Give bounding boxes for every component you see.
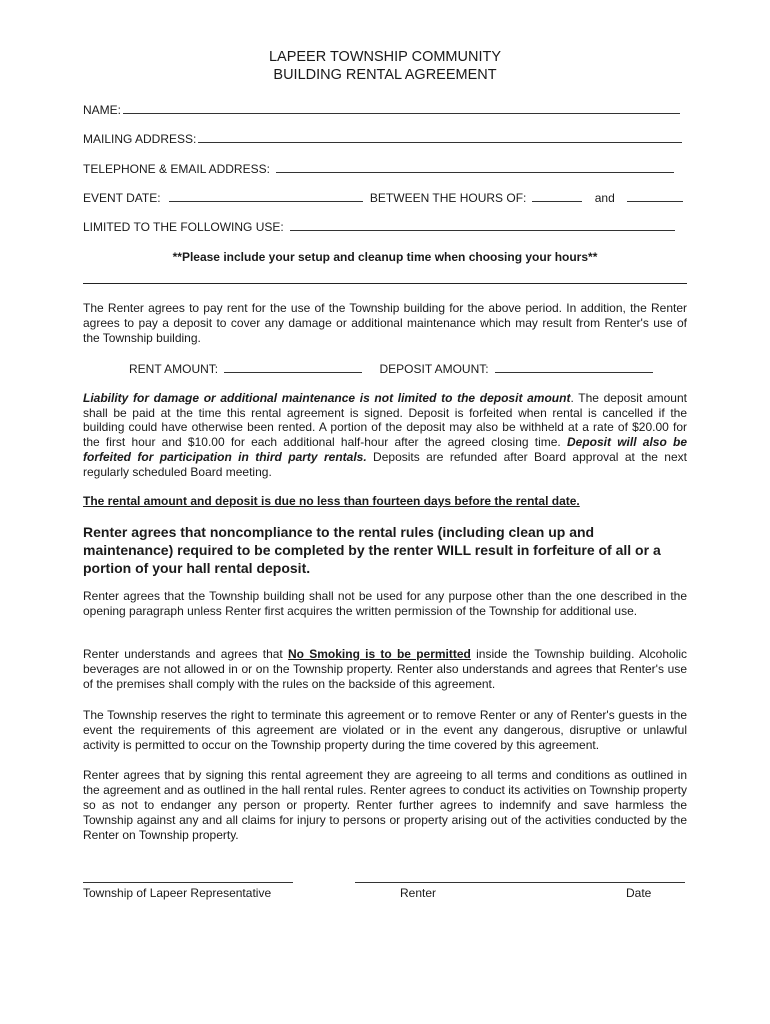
- name-blank[interactable]: [123, 102, 680, 114]
- liability-body: . The deposit amount shall be paid at the time this rental agreement is signed. Deposit is forfeited when rental is cancelled if the building could have otherwise been rented. A portion of the deposit may also be withheld at a rate of $20.00 for the first hour and $10.00 for each additional half-hour after the agreed closing time.: [83, 391, 687, 450]
- liability-lead: Liability for damage or additional maintenance is not limited to the deposit amount: [83, 391, 571, 405]
- rent-deposit-paragraph: The Renter agrees to pay rent for the use of the Township building for the above period. In addition, the Renter agrees to pay a deposit to cover any damage or additional maintenance which may result from Renter's use of the Township building.: [83, 301, 687, 345]
- smoking-after: inside the Township building. Alcoholic beverages are not allowed in or on the Township property. Renter also understands and agrees that Renter's use of the premises shall comply with the rules on the backside of this agreement.: [83, 647, 687, 691]
- third-party-notice: Deposit will also be forfeited for participation in third party rentals.: [83, 435, 688, 464]
- limited-use-field[interactable]: [83, 219, 675, 234]
- renter-signature-line[interactable]: [355, 882, 685, 883]
- document-title-line1: LAPEER TOWNSHIP COMMUNITY: [268, 49, 502, 65]
- deposit-amount-blank[interactable]: [495, 361, 653, 373]
- due-notice-text: The rental amount and deposit is due no less than fourteen days before the rental date.: [83, 494, 580, 508]
- rent-amount-blank[interactable]: [224, 361, 362, 373]
- name-label: NAME:: [83, 103, 122, 117]
- deposit-amount-label: DEPOSIT AMOUNT:: [379, 362, 489, 376]
- indemnify-paragraph: Renter agrees that by signing this rental agreement they are agreeing to all terms and conditions as outlined in the agreement and as outlined in the hall rental rules. Renter agrees to conduct its activities on Township property so as not to endanger any person or property. Renter further agrees to indemnify and save harmless the Township against any and all claims for injury to persons or property arising out of the activities conducted by the Renter on Township property.: [83, 768, 687, 842]
- due-notice: [83, 494, 687, 509]
- limited-use-blank[interactable]: [290, 219, 675, 231]
- end-hour-blank[interactable]: [627, 190, 683, 202]
- phone-email-label: TELEPHONE & EMAIL ADDRESS:: [83, 162, 270, 176]
- phone-email-blank[interactable]: [276, 161, 674, 173]
- mailing-address-label: MAILING ADDRESS:: [83, 132, 197, 146]
- noncompliance-heading: Renter agrees that noncompliance to the rental rules (including clean up and maintenance) required to be completed by the renter WILL result in forfeiture of all or a portion of your hall rental deposit.: [83, 524, 661, 576]
- liability-tail: Deposits are refunded after Board approval at the next regularly scheduled Board meeting.: [83, 449, 687, 479]
- and-label: and: [594, 191, 615, 205]
- start-hour-blank[interactable]: [532, 190, 582, 202]
- mailing-address-blank[interactable]: [198, 131, 682, 143]
- smoking-before: Renter understands and agrees that: [83, 647, 288, 661]
- limited-use-label: LIMITED TO THE FOLLOWING USE:: [83, 220, 284, 234]
- event-date-label: EVENT DATE:: [83, 191, 161, 205]
- hours-label: BETWEEN THE HOURS OF:: [369, 191, 527, 205]
- mailing-address-field[interactable]: [83, 131, 682, 146]
- purpose-paragraph: Renter agrees that the Township building shall not be used for any purpose other than the one described in the opening paragraph unless Renter first acquires the written permission of the Township for additional use.: [83, 589, 687, 618]
- rent-amount-label: RENT AMOUNT:: [129, 362, 219, 376]
- representative-label: Township of Lapeer Representative: [83, 886, 272, 900]
- phone-email-field[interactable]: [83, 161, 674, 176]
- renter-label: Renter: [400, 886, 437, 900]
- date-label: Date: [626, 886, 652, 900]
- amounts-row[interactable]: [129, 361, 653, 376]
- no-smoking-emphasis: No Smoking is to be permitted: [288, 647, 471, 661]
- section-divider: [83, 283, 687, 284]
- name-field[interactable]: [83, 102, 680, 117]
- event-date-field[interactable]: [83, 190, 683, 205]
- termination-paragraph: The Township reserves the right to terminate this agreement or to remove Renter or any of Renter's guests in the event the requirements of this agreement are violated or in the event any dangerous, disruptive or unlawful activity is permitted to occur on the Township property during the time covered by this agreement.: [83, 708, 687, 752]
- liability-paragraph: [83, 391, 687, 479]
- event-date-blank[interactable]: [169, 190, 363, 202]
- smoking-paragraph: [83, 647, 687, 692]
- representative-signature-line[interactable]: [83, 882, 293, 883]
- hours-note: **Please include your setup and cleanup time when choosing your hours**: [172, 250, 598, 264]
- document-title-line2: BUILDING RENTAL AGREEMENT: [273, 67, 497, 83]
